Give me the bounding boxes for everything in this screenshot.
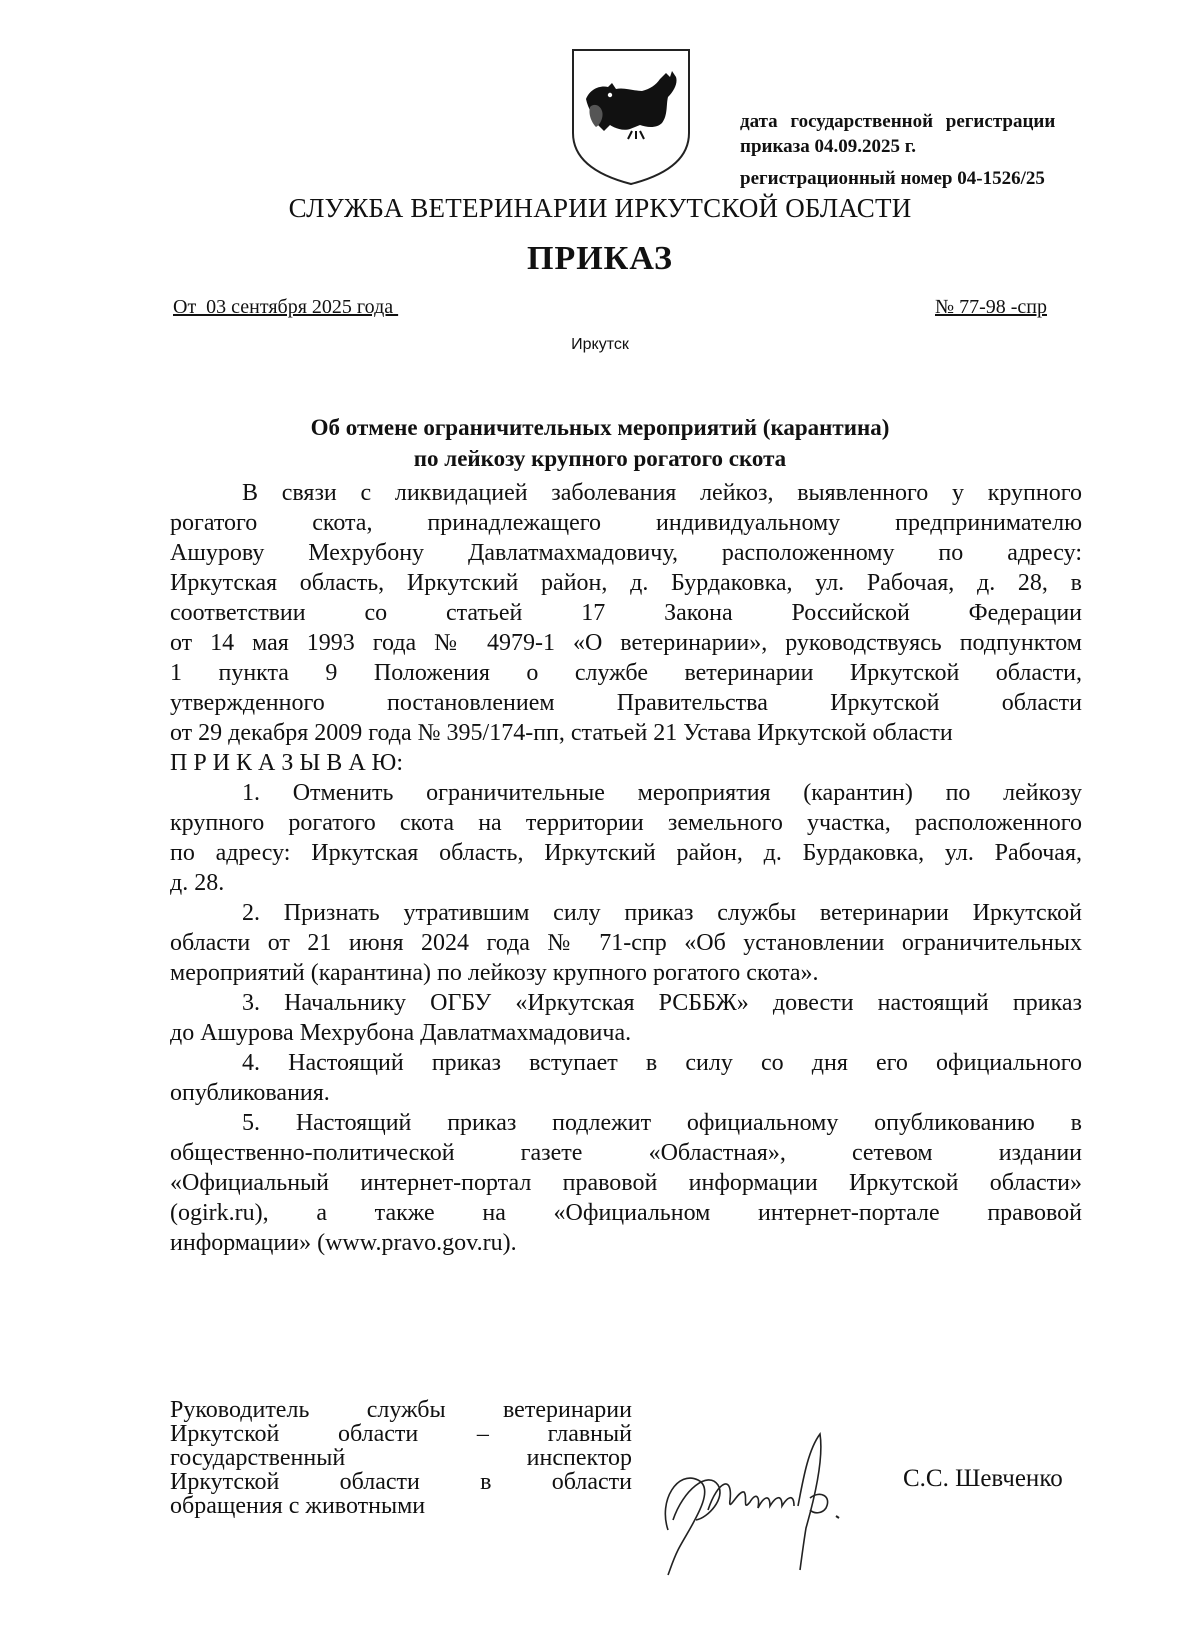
body-line: по адресу: Иркутская область, Иркутский район, д. Бурдаковка, ул. Рабочая, (170, 840, 1082, 866)
body-line: «Официальный интернет-портал правовой информации Иркутской области» (170, 1170, 1082, 1196)
registration-date-label: дата государственной регистрации (740, 111, 1056, 132)
body-line: В связи с ликвидацией заболевания лейкоз, выявленного у крупного (242, 480, 1082, 506)
registration-date: приказа 04.09.2025 г. (740, 136, 916, 157)
document-title-line: Об отмене ограничительных мероприятий (карантина) (310, 415, 890, 440)
document-number: № 77-98 -спр (935, 296, 1047, 318)
signatory-position-line: государственный инспектор (170, 1445, 632, 1471)
body-line: от 29 декабря 2009 года № 395/174-пп, статьей 21 Устава Иркутской области (170, 720, 953, 746)
body-line: Иркутская область, Иркутский район, д. Бурдаковка, ул. Рабочая, д. 28, в (170, 570, 1082, 596)
body-line: до Ашурова Мехрубона Давлатмахмадовича. (170, 1020, 632, 1046)
body-line: от 14 мая 1993 года № 4979-1 «О ветеринарии», руководствуясь подпунктом (170, 630, 1082, 656)
body-line: опубликования. (170, 1080, 330, 1106)
coat-of-arms-emblem (570, 47, 692, 187)
body-line: крупного рогатого скота на территории земельного участка, расположенного (170, 810, 1082, 836)
body-line: утвержденного постановлением Правительства Иркутской области (170, 690, 1082, 716)
document-date: От 03 сентября 2025 года (173, 296, 399, 318)
body-line: мероприятий (карантина) по лейкозу крупного рогатого скота». (170, 960, 819, 986)
document-title-line: по лейкозу крупного рогатого скота (413, 446, 787, 471)
body-line: рогатого скота, принадлежащего индивидуальному предпринимателю (170, 510, 1082, 536)
signatory-position-line: обращения с животными (170, 1493, 426, 1519)
body-line: области от 21 июня 2024 года № 71-спр «Об установлении ограничительных (170, 930, 1082, 956)
body-line: (ogirk.ru), а также на «Официальном интернет-портале правовой (170, 1200, 1082, 1226)
signatory-position-line: Иркутской области в области (170, 1469, 632, 1495)
document-city: Иркутск (571, 336, 629, 353)
handwritten-signature (638, 1410, 878, 1580)
body-line: д. 28. (170, 870, 225, 896)
body-line: 2. Признать утратившим силу приказ службы ветеринарии Иркутской (242, 900, 1082, 926)
body-line: общественно-политической газете «Областная», сетевом издании (170, 1140, 1082, 1166)
signatory-position-line: Руководитель службы ветеринарии (170, 1397, 632, 1423)
body-line: 4. Настоящий приказ вступает в силу со дня его официального (242, 1050, 1082, 1076)
organization-name: СЛУЖБА ВЕТЕРИНАРИИ ИРКУТСКОЙ ОБЛАСТИ (288, 193, 912, 223)
body-line: соответствии со статьей 17 Закона Российской Федерации (170, 600, 1082, 626)
body-line: 1 пункта 9 Положения о службе ветеринарии Иркутской области, (170, 660, 1082, 686)
body-line: 1. Отменить ограничительные мероприятия (карантин) по лейкозу (242, 780, 1082, 806)
body-line: 3. Начальнику ОГБУ «Иркутская РСББЖ» довести настоящий приказ (242, 990, 1082, 1016)
document-type: ПРИКАЗ (527, 240, 673, 277)
body-line: П Р И К А З Ы В А Ю: (170, 750, 403, 776)
body-line: Ашурову Мехрубону Давлатмахмадовичу, расположенному по адресу: (170, 540, 1082, 566)
body-line: 5. Настоящий приказ подлежит официальному опубликованию в (242, 1110, 1082, 1136)
signatory-position-line: Иркутской области – главный (170, 1421, 632, 1447)
body-line: информации» (www.pravo.gov.ru). (170, 1230, 517, 1256)
registration-number: регистрационный номер 04-1526/25 (740, 168, 1045, 189)
signatory-name: С.С. Шевченко (903, 1465, 1063, 1492)
